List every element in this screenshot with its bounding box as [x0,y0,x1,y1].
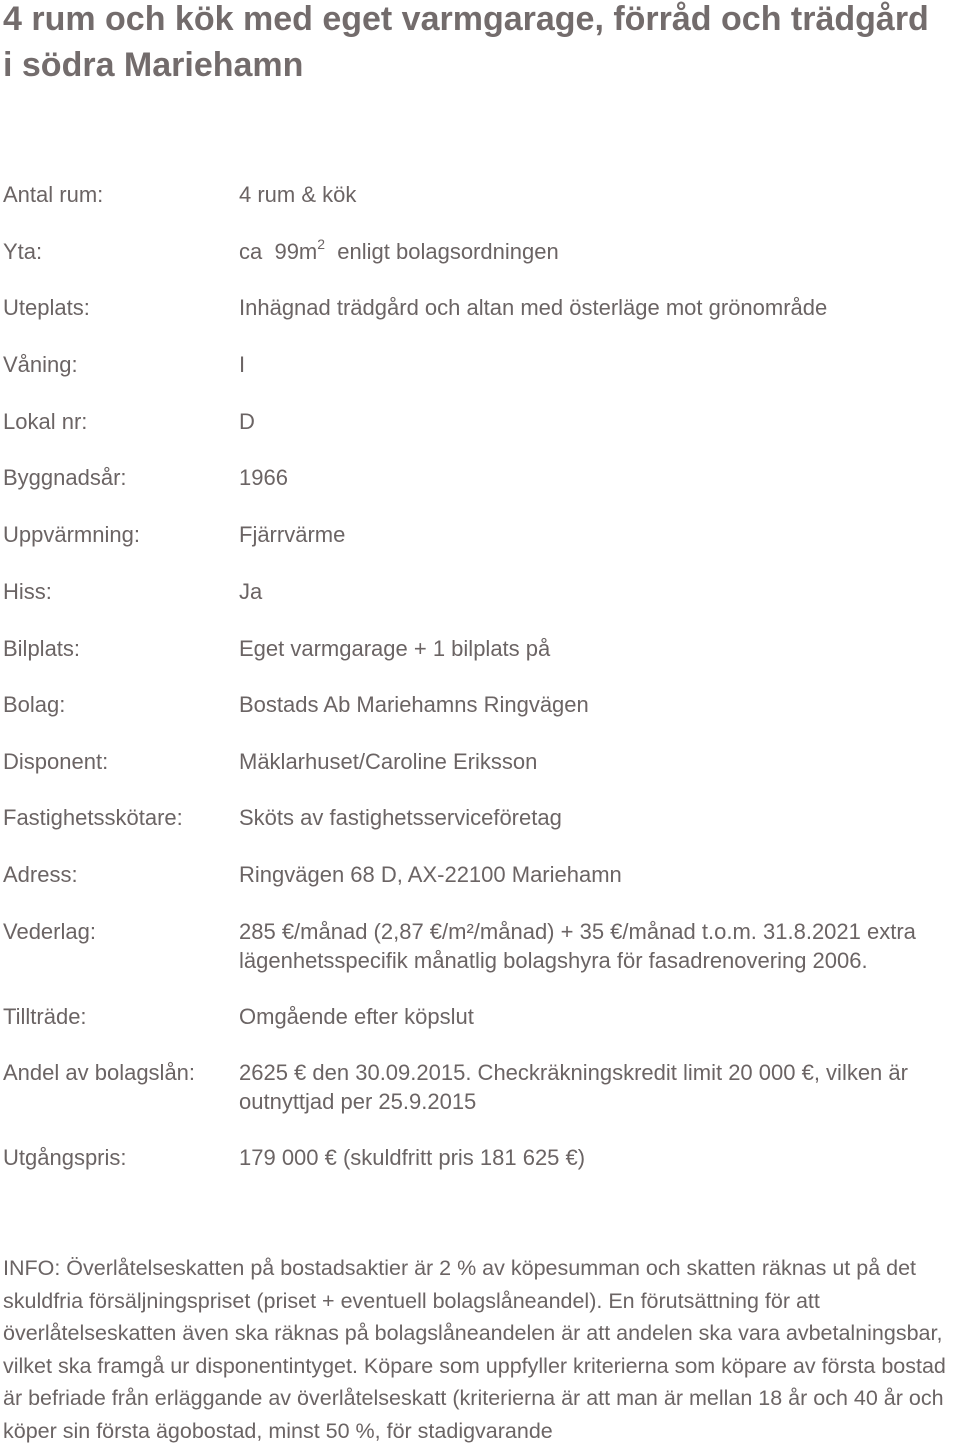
detail-label: Antal rum: [3,182,104,207]
detail-value: D [239,409,255,434]
detail-label: Uppvärmning: [3,522,140,547]
page-title: 4 rum och kök med eget varmgarage, förråd och trädgård i södra Mariehamn [3,0,929,84]
detail-value: Inhägnad trädgård och altan med österläge mot grönområde [239,295,828,320]
detail-label: Adress: [3,862,78,887]
detail-value: Ja [239,579,263,604]
detail-label: Fastighetsskötare: [3,805,183,830]
detail-label: Disponent: [3,749,109,774]
detail-value-superscript: 2 [317,235,326,252]
detail-label: Bolag: [3,692,66,717]
detail-label: Byggnadsår: [3,465,127,490]
detail-value: Bostads Ab Mariehamns Ringvägen [239,692,589,717]
detail-value: Sköts av fastighetsserviceföretag [239,805,562,830]
detail-value: Mäklarhuset/Caroline Eriksson [239,749,538,774]
detail-label: Utgångspris: [3,1145,127,1170]
info-paragraph: INFO: Överlåtelseskatten på bostadsaktier är 2 % av köpesumman och skatten räknas ut på det skuldfria försäljningspriset (priset + eventuell bolagslåneandel). En förutsättning för att överlåtelseskatten även ska räknas på bolagslåneandelen är att andelen ska vara avbetalningsbar, vilket ska framgå ur disponentintyget. Köpare som uppfyller kriterierna som köpare av första bostad är befriade från erläggande av överlåtelseskatt (kriterierna är att man är mellan 18 år och 40 år och köper sin första ägobostad, minst 50 %, för stadigvarande [3,1256,946,1443]
detail-label: Yta: [3,239,43,264]
detail-value: 285 €/månad (2,87 €/m²/månad) + 35 €/månad t.o.m. 31.8.2021 extra lägenhetsspecifik månatlig bolagshyra för fasadrenovering 2006. [239,919,916,973]
detail-value: Eget varmgarage + 1 bilplats på [239,636,551,661]
detail-value: Ringvägen 68 D, AX-22100 Mariehamn [239,862,622,887]
detail-value: Omgående efter köpslut [239,1004,474,1029]
detail-value: 2625 € den 30.09.2015. Checkräkningskredit limit 20 000 €, vilken är outnyttjad per 25.9.2015 [239,1060,908,1114]
detail-value: 1966 [239,465,288,490]
detail-label: Andel av bolagslån: [3,1060,196,1085]
detail-value: I [239,352,246,377]
detail-value: Fjärrvärme [239,522,346,547]
detail-label: Uteplats: [3,295,90,320]
detail-label: Hiss: [3,579,52,604]
detail-label: Tillträde: [3,1004,87,1029]
detail-value-prefix: ca 99m [239,239,318,264]
detail-value-suffix: enligt bolagsordningen [325,239,559,264]
detail-value: 4 rum & kök [239,182,357,207]
detail-label: Vederlag: [3,919,96,944]
detail-value [239,237,957,266]
detail-label: Bilplats: [3,636,81,661]
detail-value: 179 000 € (skuldfritt pris 181 625 €) [239,1145,586,1170]
detail-label: Lokal nr: [3,409,88,434]
detail-label: Våning: [3,352,78,377]
